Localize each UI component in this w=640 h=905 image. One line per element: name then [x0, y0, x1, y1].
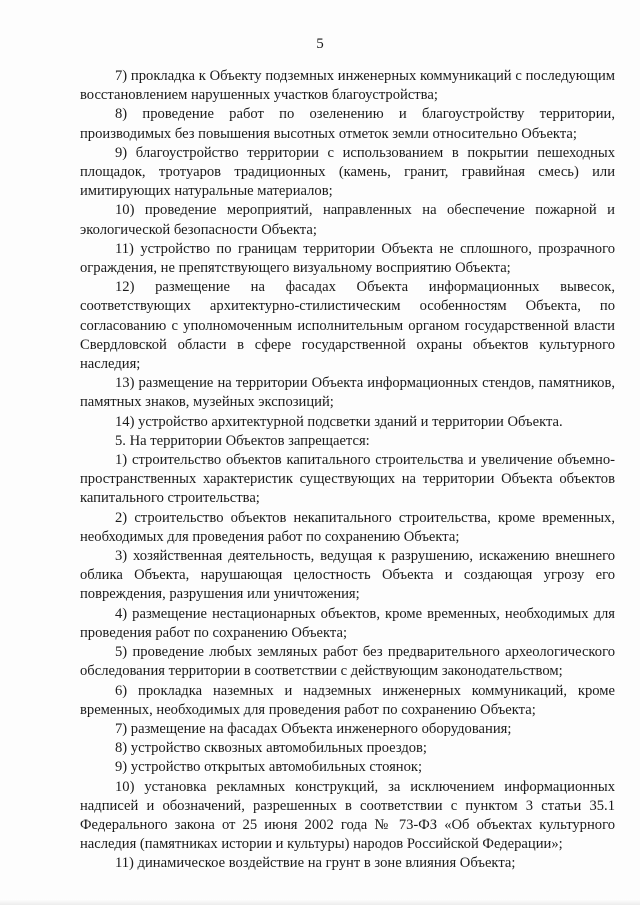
list-item-permitted-7: 7) прокладка к Объекту подземных инженерных коммуникаций с последующим восстановлением нарушенных участков благоустройства;: [80, 68, 615, 104]
list-item-prohibited-10: 10) установка рекламных конструкций, за исключением информационных надписей и обозначений, разрешенных в соответствии с пунктом 3 статьи 35.1 Федерального закона от 25 июня 2002 года № 73-ФЗ «Об объектах культурного наследия (памятниках истории и культуры) народов Российской Федерации»;: [80, 778, 615, 853]
list-item-prohibited-6: 6) прокладка наземных и надземных инженерных коммуникаций, кроме временных, необходимых для проведения работ по сохранению Объекта;: [80, 682, 615, 718]
list-item-permitted-8: 8) проведение работ по озеленению и благоустройству территории, производимых без повышения высотных отметок земли относительно Объекта;: [80, 106, 615, 142]
list-item-prohibited-9: 9) устройство открытых автомобильных стоянок;: [115, 759, 423, 776]
document-body: [80, 67, 615, 874]
scan-bottom-edge: [0, 899, 640, 905]
list-item-permitted-9: 9) благоустройство территории с использованием в покрытии пешеходных площадок, тротуаров традиционных (камень, гранит, гравийная смесь) или имитирующих натуральные материалов;: [80, 144, 615, 200]
list-item-prohibited-8: 8) устройство сквозных автомобильных проездов;: [115, 740, 427, 757]
list-item-prohibited-11: 11) динамическое воздействие на грунт в зоне влияния Объекта;: [115, 855, 516, 872]
list-item-permitted-13: 13) размещение на территории Объекта информационных стендов, памятников, памятных знаков, музейных экспозиций;: [80, 375, 615, 411]
list-item-permitted-14: 14) устройство архитектурной подсветки зданий и территории Объекта.: [115, 413, 563, 430]
list-item-permitted-10: 10) проведение мероприятий, направленных на обеспечение пожарной и экологической безопасности Объекта;: [80, 202, 615, 238]
list-item-prohibited-7: 7) размещение на фасадах Объекта инженерного оборудования;: [115, 720, 512, 737]
list-item-permitted-11: 11) устройство по границам территории Объекта не сплошного, прозрачного ограждения, не препятствующего визуальному восприятию Объекта;: [80, 240, 615, 277]
list-item-prohibited-5: 5) проведение любых земляных работ без предварительного археологического обследования территории в соответствии с действующим законодательством;: [80, 644, 615, 680]
list-item-prohibited-2: 2) строительство объектов некапитального строительства, кроме временных, необходимых для проведения работ по сохранению Объекта;: [80, 509, 615, 545]
page-number: 5: [316, 36, 324, 52]
list-item-prohibited-4: 4) размещение нестационарных объектов, кроме временных, необходимых для проведения работ по сохранению Объекта;: [80, 605, 615, 641]
section-heading-prohibited: 5. На территории Объектов запрещается:: [115, 432, 370, 449]
list-item-permitted-12: 12) размещение на фасадах Объекта информационных вывесок, соответствующих архитектурно-стилистическим особенностям Объекта, по согласованию с уполномоченным исполнительным органом государственной власти Свердловской области в сфере государственной охраны объектов культурного наследия;: [80, 279, 615, 373]
list-item-prohibited-1: 1) строительство объектов капитального строительства и увеличение объемно-пространственных характеристик существующих на территории Объекта объектов капитального строительства;: [80, 452, 615, 507]
list-item-prohibited-3: 3) хозяйственная деятельность, ведущая к разрушению, искажению внешнего облика Объекта, нарушающая целостность Объекта и создающая угрозу его повреждения, разрушения или уничтожения;: [80, 548, 615, 603]
